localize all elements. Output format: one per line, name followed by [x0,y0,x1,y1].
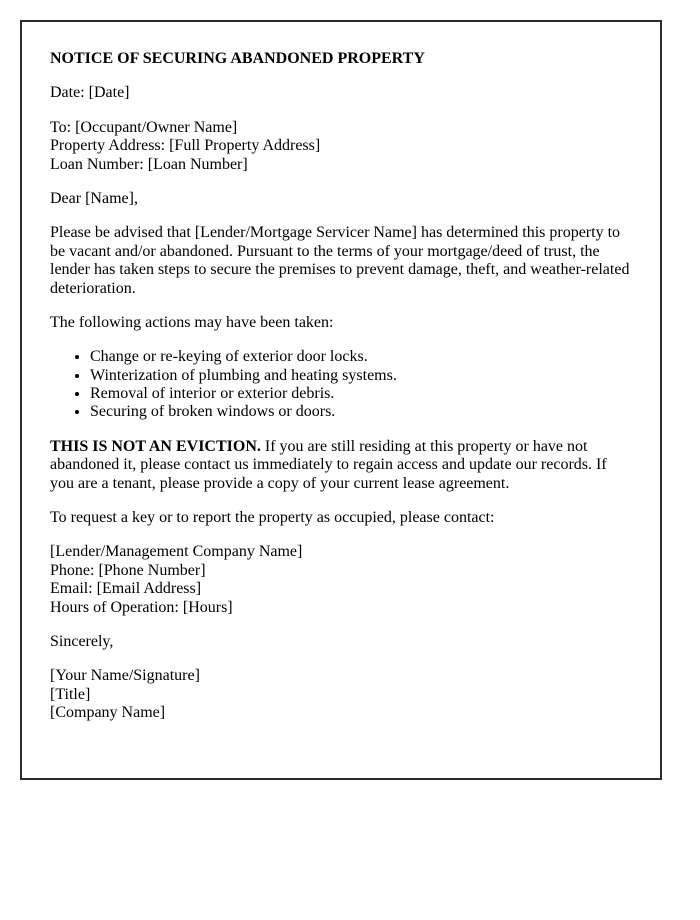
contact-email-line: Email: [Email Address] [50,580,202,598]
intro-paragraph: Please be advised that [Lender/Mortgage Servicer Name] has determined this property to be vacant and/or abandoned. Pursuant to the terms of your mortgage/deed of trust, the lender has taken steps to secure the premises to prevent damage, theft, and weather-related deterioration. [50,224,630,297]
letter-title: NOTICE OF SECURING ABANDONED PROPERTY [50,50,425,67]
signature-title-line: [Title] [50,685,91,703]
signature-name-line: [Your Name/Signature] [50,667,200,685]
eviction-paragraph [50,438,632,493]
salutation: Dear [Name], [50,189,138,207]
eviction-bold-text: THIS IS NOT AN EVICTION. [50,437,261,455]
eviction-rest-text: If you are still residing at this property or have not abandoned it, please contact us immediately to regain access and update our records. If you are a tenant, please provide a copy of your current lease agreement. [50,437,607,492]
action-item-winterization: • Winterization of plumbing and heating systems. [90,367,632,385]
recipient-block [50,119,632,174]
recipient-loan-line: Loan Number: [Loan Number] [50,155,248,173]
recipient-address-line: Property Address: [Full Property Address] [50,137,321,155]
contact-company-line: [Lender/Management Company Name] [50,543,303,561]
contact-intro: To request a key or to report the property as occupied, please contact: [50,509,495,527]
actions-intro: The following actions may have been taken: [50,313,334,331]
date-line: Date: [Date] [50,84,130,102]
contact-block [50,543,632,617]
action-item-debris: • Removal of interior or exterior debris. [90,385,632,403]
closing: Sincerely, [50,632,114,650]
actions-list [50,348,632,422]
letter-frame [20,20,662,780]
contact-hours-line: Hours of Operation: [Hours] [50,598,233,616]
action-item-windows: • Securing of broken windows or doors. [90,403,632,421]
recipient-to-line: To: [Occupant/Owner Name] [50,118,238,136]
contact-phone-line: Phone: [Phone Number] [50,561,206,579]
action-item-locks: • Change or re-keying of exterior door locks. [90,348,632,366]
signature-block [50,667,632,722]
signature-company-line: [Company Name] [50,704,166,722]
